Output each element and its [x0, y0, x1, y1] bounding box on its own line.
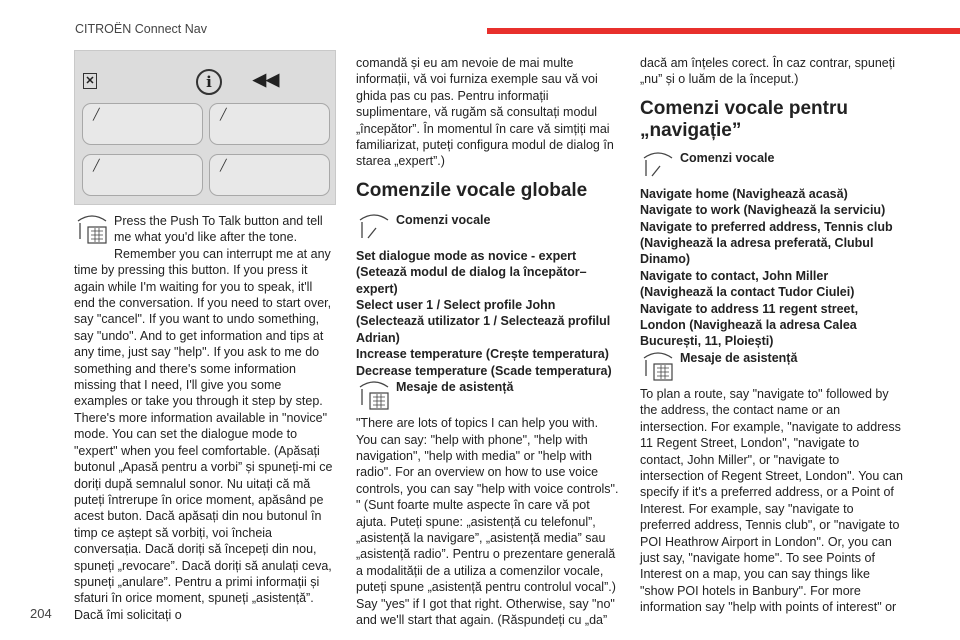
command-line: Set dialogue mode as novice - expert (Setează modul de dialog la începător– expert): [356, 248, 587, 296]
figure-button: [209, 154, 330, 196]
intro-text: Press the Push To Talk button and tell me what you'd like after the tone. Remember you can interrupt me at any time by pressing this button. If you press it again while I'm waiting for you to speak, it'll end the conversation. If you need to start over, say "cancel". If you want to undo something, say "undo". And to get information and tips at any time, just say "help". If you ask to me do something and there's some information missing that I need, I'll give you some examples or take you through it step by step. There's more information available in "novice" mode. You can set the dialogue mode to "expert" when you feel comfortable. (Apăsați butonul „Apasă pentru a vorbi” și spuneți-mi ce doriți după semnalul sonor. Nu uitați că mă puteți întrerupe în orice moment, apăsând pe acest buton. Dacă apăsați din nou butonul în timp ce aștept să vorbiți, voi încheia conversația. Dacă doriți să începeți din nou, spuneți „revocare”. Dacă doriți să anulați ceva, spuneți „anulare”. Pentru a primi informații și sfaturi în orice moment, spuneți „asistență”. Dacă îmi solicitați o: [74, 214, 333, 622]
subheading-voice-commands: Comenzi vocale: [680, 150, 775, 165]
section-heading: Comenzile vocale globale: [356, 179, 588, 201]
command-line: Navigate to contact, John Miller (Navighează la contact Tudor Ciulei): [640, 268, 855, 300]
figure-button: [209, 103, 330, 145]
header-title: CITROËN Connect Nav: [75, 22, 207, 36]
command-line: Select user 1 / Select profile John (Selectează utilizator 1 / Selectează profilul Adrian): [356, 298, 611, 345]
figure-button: [82, 103, 203, 145]
push-to-talk-icon: [74, 213, 110, 247]
figure-button: [82, 154, 203, 196]
info-icon: i: [196, 69, 222, 95]
help-text: "There are lots of topics I can help you with. You can say: "help with phone", "help with navigation", "help with media" or "help with radio". For an overview on how to use voice controls, you can say "help with voice controls". " (Sunt foarte multe aspecte în care vă pot ajuta. Puteți spune: „asistență cu telefonul”, „asistență la navigare”, „asistență media” sau „asistență radio”. Pentru o prezentare generală a modalității de a utiliza a comenzilor vocale, puteți spune „asistență pentru controlul vocal”.): [356, 416, 619, 595]
subheading-voice-commands: Comenzi vocale: [396, 212, 491, 227]
microphone-icon: ╱: [220, 109, 227, 121]
voice-control-figure: [74, 50, 336, 205]
microphone-icon: ╱: [220, 160, 227, 172]
subheading-help-messages: Mesaje de asistență: [396, 380, 514, 395]
page-number: 204: [30, 606, 52, 621]
command-line: Navigate home (Navighează acasă): [640, 186, 848, 201]
microphone-icon: ╱: [93, 160, 100, 172]
command-line: Navigate to address 11 regent street, London (Navighează la adresa Calea București, 11, Ploiești): [640, 301, 859, 349]
command-line: Increase temperature (Crește temperatura): [356, 347, 609, 362]
command-line: Navigate to work (Navighează la serviciu): [640, 203, 886, 218]
continuation-text: dacă am înțeles corect. În caz contrar, spuneți „nu” și o luăm de la început.): [640, 56, 895, 87]
microphone-icon: ╱: [93, 109, 100, 121]
voice-command-icon: [640, 150, 676, 184]
help-message-icon: [640, 350, 676, 384]
continuation-text: comandă și eu am nevoie de mai multe informații, vă voi furniza exemple sau vă voi ghida pas cu pas. Pentru informații suplimentare, vă rugăm să consultați modul „începător”. În momentul în care vă simțiți mai familiarizat, puteți configura modul de dialog în starea „expert”.): [356, 56, 614, 169]
help-message-icon: [356, 379, 392, 413]
column-2: [356, 55, 621, 628]
cancel-icon: ✕: [83, 73, 97, 89]
voice-command-icon: [356, 212, 392, 246]
subheading-help-messages: Mesaje de asistență: [680, 350, 798, 365]
section-heading: Comenzi vocale pentru „navigație”: [640, 97, 848, 141]
rewind-icon: ◀◀: [253, 70, 280, 89]
command-line: Decrease temperature (Scade temperatura): [356, 363, 612, 378]
help-text-end: Say "yes" if I got that right. Otherwise, say "no" and we'll start that again. (Răspundeți cu „da”: [356, 596, 615, 627]
command-line: Navigate to preferred address, Tennis club (Navighează la adresa preferată, Clubul Dinamo): [640, 219, 893, 267]
help-text: To plan a route, say "navigate to" followed by the address, the contact name or an intersection. For example, "navigate to address 11 Regent Street, London", "navigate to contact, John Miller", or "navigate to intersection of Regent Street, London". You can specify if it's a preferred address, or a Point of Interest. For example, say "navigate to preferred address, Tennis club", or "navigate to POI Heathrow Airport in London". Or, you can just say, "navigate home". To see Points of Interest on a map, you can say things like "show POI hotels in Banbury". For more information say "help with points of interest" or: [640, 386, 903, 615]
column-3: [640, 55, 904, 616]
header-accent-bar: [487, 28, 960, 34]
column-1: [74, 50, 336, 623]
